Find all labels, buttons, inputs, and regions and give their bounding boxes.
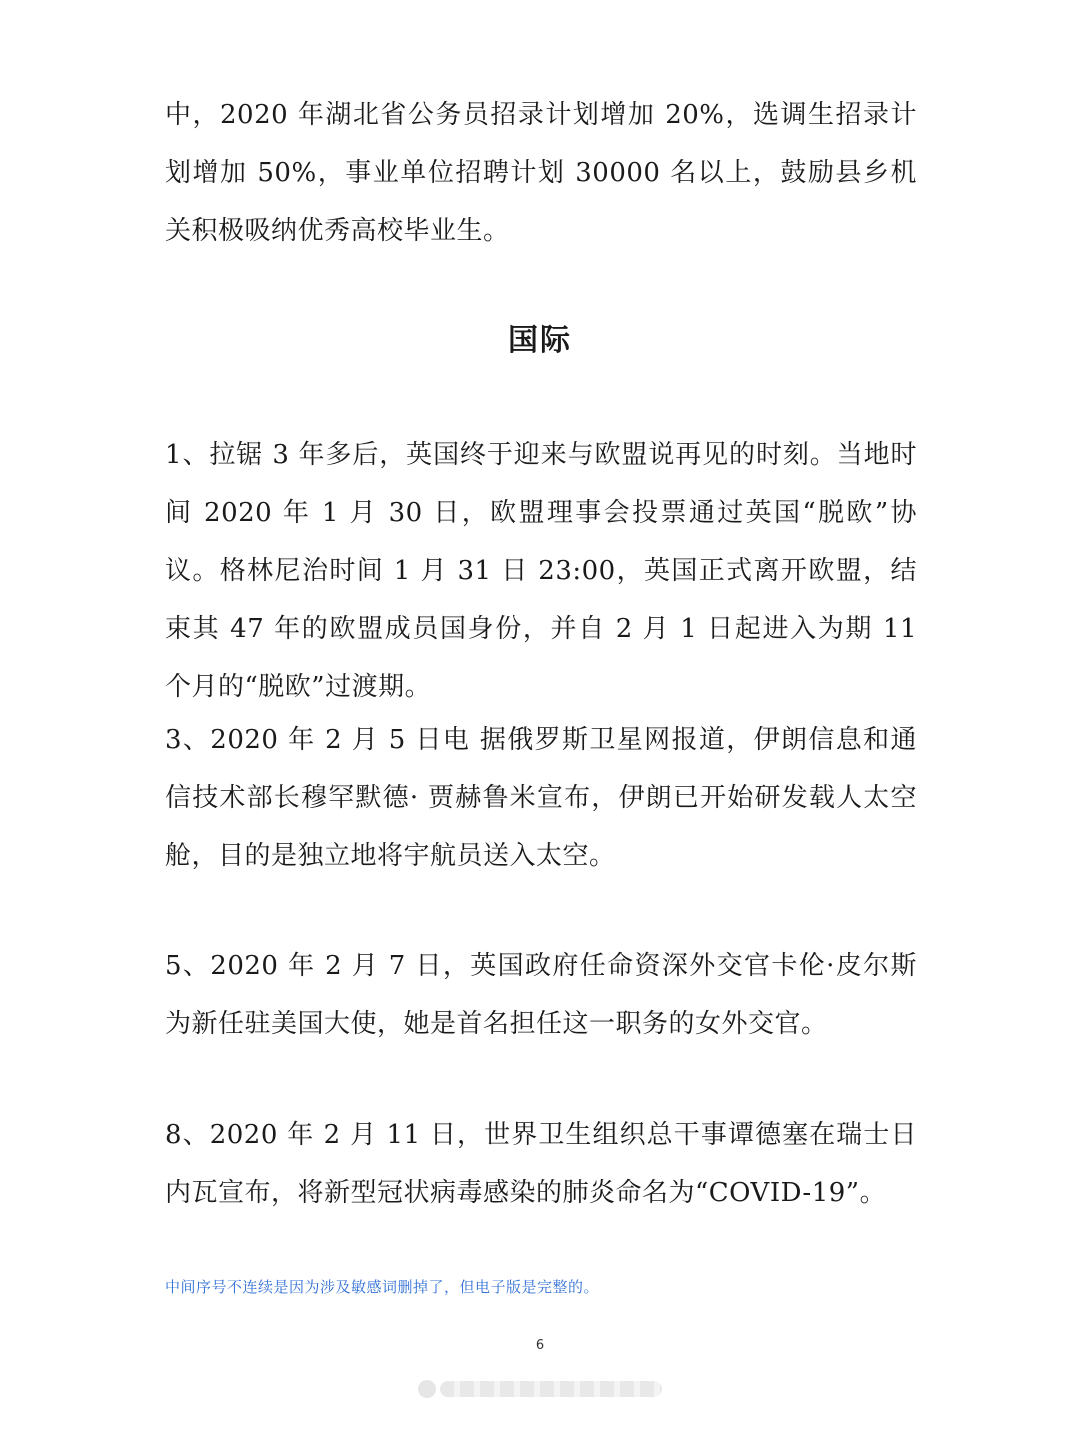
news-item-8: 8、2020 年 2 月 11 日，世界卫生组织总干事谭德塞在瑞士日内瓦宣布，将新型冠状病毒感染的肺炎命名为“COVID-19”。 — [165, 1120, 917, 1208]
page-number: 6 — [535, 1338, 545, 1353]
section-heading: 国际 — [508, 323, 572, 358]
news-item-3: 3、2020 年 2 月 5 日电 据俄罗斯卫星网报道，伊朗信息和通信技术部长穆罕默德· 贾赫鲁米宣布，伊朗已开始研发载人太空舱，目的是独立地将宇航员送入太空。 — [165, 725, 917, 871]
watermark-logo-icon — [418, 1380, 436, 1398]
news-item-5: 5、2020 年 2 月 7 日，英国政府任命资深外交官卡伦·皮尔斯为新任驻美国大使，她是首名担任这一职务的女外交官。 — [165, 951, 917, 1039]
footnote: 中间序号不连续是因为涉及敏感词删掉了，但电子版是完整的。 — [165, 1278, 600, 1296]
watermark-text-blur — [440, 1381, 662, 1397]
intro-paragraph: 中，2020 年湖北省公务员招录计划增加 20%，选调生招录计划增加 50%，事业单位招聘计划 30000 名以上，鼓励县乡机关积极吸纳优秀高校毕业生。 — [165, 100, 917, 246]
watermark — [418, 1376, 662, 1402]
news-item-1: 1、拉锯 3 年多后，英国终于迎来与欧盟说再见的时刻。当地时间 2020 年 1 月 30 日，欧盟理事会投票通过英国“脱欧”协议。格林尼治时间 1 月 31 日 23:00，英国正式离开欧盟，结束其 47 年的欧盟成员国身份，并自 2 月 1 日起进入为期 11 个月的“脱欧”过渡期。 — [165, 440, 917, 702]
